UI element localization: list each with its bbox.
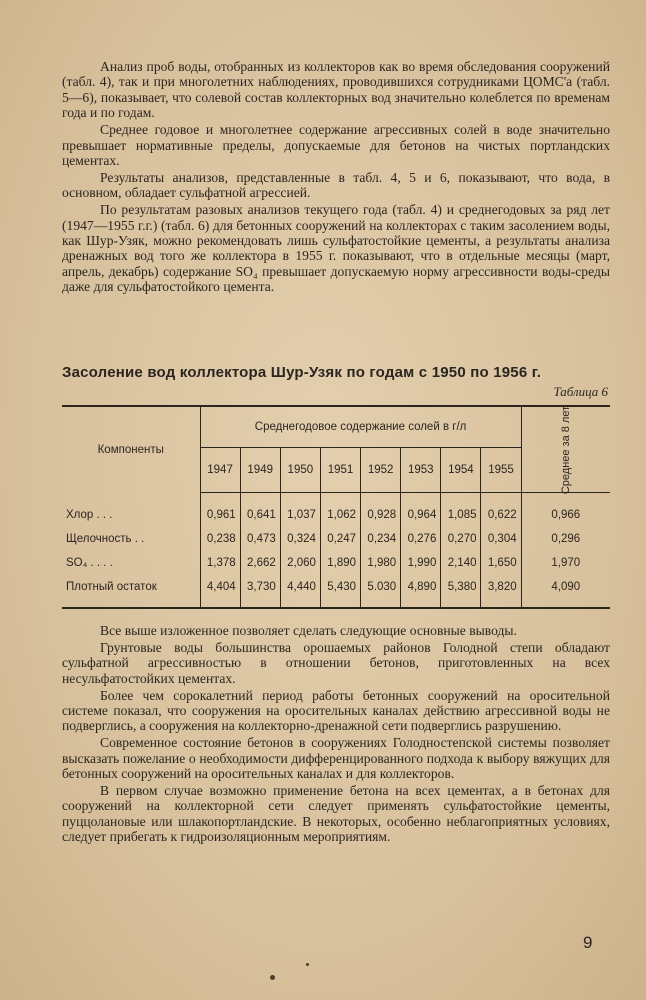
table-cell: 5,380 [441, 575, 481, 608]
ink-spot [306, 963, 309, 966]
year-header: 1950 [280, 448, 320, 493]
table-cell: 3,730 [240, 575, 280, 608]
table-cell: 1,085 [441, 493, 481, 527]
table-cell: 5,430 [320, 575, 360, 608]
table-cell: 2,662 [240, 551, 280, 575]
row-label: Плотный остаток [62, 575, 200, 608]
average-cell: 0,966 [551, 508, 581, 521]
year-header: 1949 [240, 448, 280, 493]
year-header: 1947 [200, 448, 240, 493]
table-cell: 0,276 [401, 527, 441, 551]
group-header: Среднегодовое содержание солей в г/л [200, 406, 521, 448]
average-cell: 0,296 [551, 532, 581, 545]
conclusions-text [62, 623, 610, 846]
table-cell: 4,404 [200, 575, 240, 608]
row-label: Хлор . . . [62, 493, 200, 527]
table-caption: Засоление вод коллектора Шур-Узяк по годам с 1950 по 1956 г. [62, 364, 542, 381]
page-number: 9 [583, 933, 593, 952]
table-cell: 1,890 [320, 551, 360, 575]
table-cell: 0,324 [280, 527, 320, 551]
table-cell: 1,378 [200, 551, 240, 575]
table-cell: 1,037 [280, 493, 320, 527]
year-header: 1953 [401, 448, 441, 493]
table-row [62, 527, 610, 551]
table-cell: 1,990 [401, 551, 441, 575]
table-row [62, 493, 610, 527]
paragraph: Все выше изложенное позволяет сделать следующие основные выводы. [100, 623, 517, 638]
table-cell: 0,234 [361, 527, 401, 551]
table-cell: 2,060 [280, 551, 320, 575]
average-cell: 1,970 [551, 556, 581, 569]
table-cell: 0,304 [481, 527, 521, 551]
average-cell: 4,090 [551, 580, 581, 593]
year-header: 1955 [481, 448, 521, 493]
table-cell: 0,270 [441, 527, 481, 551]
year-header: 1951 [320, 448, 360, 493]
table-cell: 4,440 [280, 575, 320, 608]
table-cell: 3,820 [481, 575, 521, 608]
table-cell: 0,238 [200, 527, 240, 551]
paragraph: В первом случае возможно применение бетона на всех цементах, а в бетонах для сооружений на коллекторной сети следует применять сульфатостойкие цементы, пуццолановые или шлакопортландские. В некоторых, особенно неблагоприятных условиях, следует прибегать к гидроизоляционным мероприятиям. [62, 783, 610, 845]
paragraph: По результатам разовых анализов текущего года (табл. 4) и среднегодовых за ряд лет (1947—1955 г.г.) (табл. 6) для бетонных сооружений на коллекторах с таким засолением воды, как Шур-Узяк, можно рекомендовать лишь сульфатостойкие цементы, а результаты анализа дренажных вод того же коллектора в 1955 г. показывают, что в отдельные месяцы (март, апрель, декабрь) содержание SO₄ превышает допускаемую норму агрессивности воды-среды даже для сульфатостойкого цемента. [62, 202, 610, 295]
table-cell: 5.030 [361, 575, 401, 608]
table-cell: 2,140 [441, 551, 481, 575]
paragraph: Анализ проб воды, отобранных из коллекторов как во время обследования сооружений (табл. 4), так и при многолетних наблюдениях, проводившихся сотрудниками ЦОМС'а (табл. 5—6), показывает, что солевой состав коллекторных вод значительно колеблется по временам года и по годам. [62, 59, 610, 121]
table-row [62, 551, 610, 575]
table-cell: 1,650 [481, 551, 521, 575]
row-label: SO₄ . . . . [62, 551, 200, 575]
table-cell: 0,473 [240, 527, 280, 551]
year-header: 1954 [441, 448, 481, 493]
table-label: Таблица 6 [553, 384, 608, 399]
components-header: Компоненты [62, 406, 200, 493]
average-header-cell [521, 406, 610, 493]
table-cell: 0,641 [240, 493, 280, 527]
salinity-table [62, 405, 610, 609]
table-cell: 4,890 [401, 575, 441, 608]
table-cell: 0,964 [401, 493, 441, 527]
table-cell: 0,961 [200, 493, 240, 527]
average-header: Среднее за 8 лет [559, 405, 572, 494]
table-cell: 1,980 [361, 551, 401, 575]
table-cell: 0,928 [361, 493, 401, 527]
table-cell: 0,622 [481, 493, 521, 527]
table-cell: 0,247 [320, 527, 360, 551]
table-row [62, 575, 610, 608]
paragraph: Современное состояние бетонов в сооружениях Голодностепской системы позволяет высказать пожелание о необходимости дифференцированного подхода к выбору вяжущих для бетонных сооружений на оросительных каналах и для коллекторов. [62, 735, 610, 782]
year-header: 1952 [361, 448, 401, 493]
table-cell: 1,062 [320, 493, 360, 527]
paragraph: Результаты анализов, представленные в табл. 4, 5 и 6, показывают, что вода, в основном, обладает сульфатной агрессией. [62, 169, 610, 201]
paragraph: Среднее годовое и многолетнее содержание агрессивных солей в воде значительно превышает нормативные пределы, допускаемые для бетонов на чистых портландских цементах. [62, 122, 610, 168]
paragraph: Более чем сорокалетний период работы бетонных сооружений на оросительной системе показал, что сооружения на оросительных каналах действию агрессивной воды не подверглись, а сооружения на коллекторно-дренажной сети подверглись разрушению. [62, 687, 610, 734]
ink-spot [270, 975, 275, 980]
paragraph: Грунтовые воды большинства орошаемых районов Голодной степи обладают сульфатной агрессивностью в отношении бетонов, приготовленных на всех несульфатостойких цементах. [62, 639, 610, 686]
intro-text [62, 59, 610, 296]
row-label: Щелочность . . [62, 527, 200, 551]
